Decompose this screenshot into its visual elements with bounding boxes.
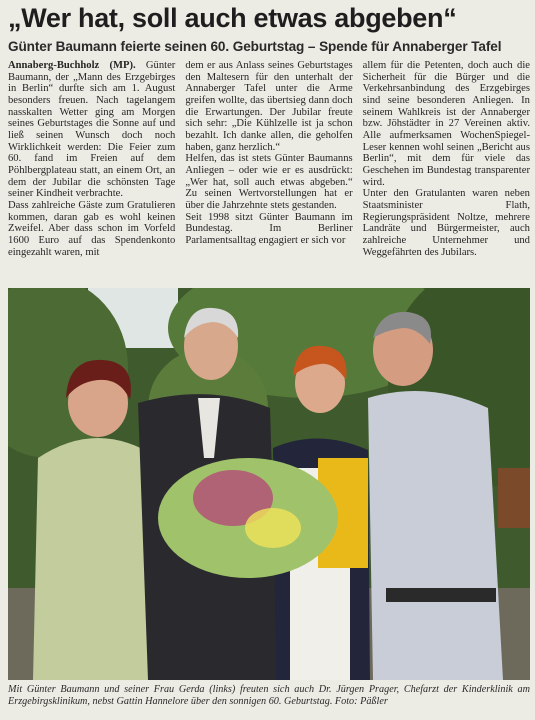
photo-illustration: [8, 288, 530, 680]
paragraph: Helfen, das ist stets Günter Baumanns Anliegen – oder wie er es ausdrückt: „Wer hat, soll auch etwas abgeben.“ Zu seinen Wertvorstellungen hat er über die Jahrzehnte stets gestanden.: [185, 153, 353, 211]
article-photo: [8, 288, 530, 680]
article-headline: „Wer hat, soll auch etwas abgeben“: [8, 3, 457, 33]
paragraph: [8, 60, 175, 200]
paragraph: Seit 1998 sitzt Günter Baumann im Bundestag. Im Berliner Parlamentsalltag engagiert er sich vor: [185, 211, 353, 246]
article-body: [8, 60, 530, 282]
article-subheadline: Günter Baumann feierte seinen 60. Geburtstag – Spende für Annaberger Tafel: [8, 39, 502, 54]
paragraph: Dass zahlreiche Gäste zum Gratulieren kommen, daran gab es wohl keinen Zweifel. Aber dass schon im Vorfeld 1600 Euro auf das Spendenkonto eingezahlt waren, mit: [8, 199, 176, 258]
paragraph: Unter den Gratulanten waren neben Staatsminister Flath, Regierungspräsident Noltze, mehrere Landräte und Bürgermeister, auch zahlreiche Unternehmer und Weggefährten des Jubilars.: [362, 188, 530, 258]
dateline: Annaberg-Buchholz (MP).: [8, 60, 136, 71]
column-2: [185, 60, 352, 282]
column-1: [8, 60, 175, 282]
paragraph: allem für die Petenten, doch auch die Sicherheit für die Bürger und die Verkehrsanbindung des Erzgebirges sind seine besonderen Anliegen. In seinem Wahlkreis ist der Annaberger bzw. Jöhstädter in 27 Vereinen aktiv. Alle aufmerksamen WochenSpiegel-Leser kennen wohl seinen „Bericht aus Berlin“, mit dem für viele das Geschehen im Bundestag transparenter wird.: [362, 60, 530, 188]
paragraph-text: Günter Baumann, der „Mann des Erzgebirges in Berlin“ durfte sich am 1. August besonders freuen. Nach tagelangem nasskalten Wetter ging am Morgen seines Geburtstages die Sonne auf und ließ seinen Wunsch doch noch Wirklichkeit werden: Die Feier zum 60. fand im Freien auf dem Pöhlbergplateau statt, an einem Ort, an dem der Jubilar die schönsten Tage seiner Kindheit verbrachte.: [8, 60, 176, 200]
column-3: [363, 60, 530, 282]
photo-caption: Mit Günter Baumann und seiner Frau Gerda (links) freuten sich auch Dr. Jürgen Prager, Chefarzt der Kinderklinik am Erzgebirgsklinikum, nebst Gattin Hannelore über den sonnigen 60. Geburtstag. Foto: Päßler: [8, 684, 530, 708]
paragraph: dem er aus Anlass seines Geburtstages den Maltesern für den unterhalt der Annaberger Tafel unter die Arme greifen wollte, das übertsieg dann doch die Erwartungen. Der Jubilar freute sich sehr: „Die Kühlzelle ist ja schon bezahlt. Ich danke allen, die geholfen haben, ganz herzlich.“: [185, 60, 353, 153]
